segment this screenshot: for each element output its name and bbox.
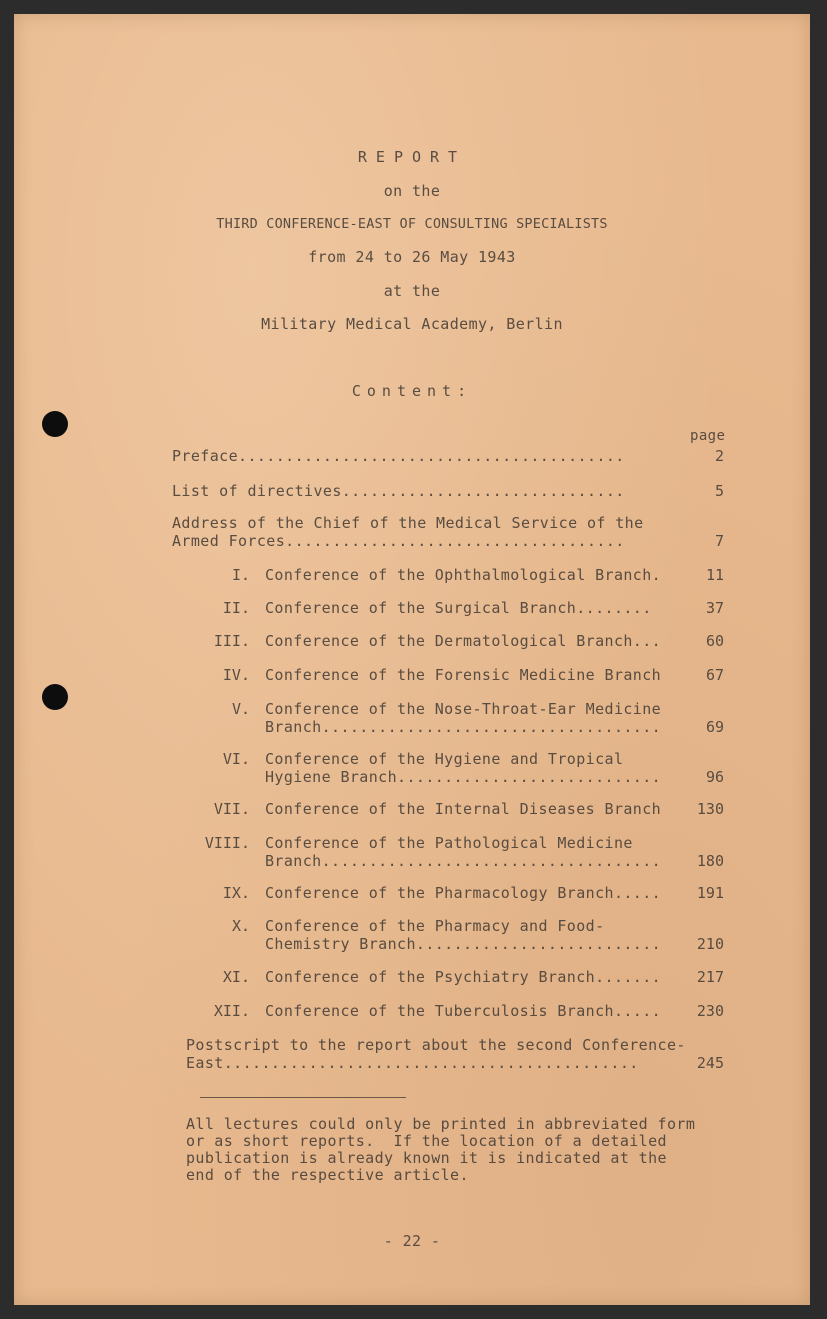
footnote-line: or as short reports. If the location of a detailed: [186, 1132, 667, 1150]
toc-entry-text-continued: Branch....................................: [265, 852, 662, 870]
punch-hole-top: [42, 411, 68, 437]
page-column-label: page: [690, 428, 726, 444]
toc-entry-text: Conference of the Forensic Medicine Branch: [265, 666, 662, 684]
toc-page-number: 230: [696, 1002, 724, 1020]
toc-entry-text: Conference of the Psychiatry Branch.......: [265, 968, 662, 986]
toc-entry-text: Conference of the Pharmacy and Food-: [265, 917, 605, 935]
toc-roman-numeral: XI.: [222, 968, 250, 986]
toc-page-number: 245: [696, 1054, 724, 1072]
toc-roman-numeral: X.: [231, 917, 250, 935]
toc-entry-text: Preface.........................................: [172, 447, 625, 465]
toc-entry-text-continued: Chemistry Branch..........................: [265, 935, 662, 953]
document-page: [14, 14, 810, 1305]
toc-page-number: 37: [705, 599, 724, 617]
toc-page-number: 11: [705, 566, 724, 584]
toc-roman-numeral: VIII.: [204, 834, 250, 852]
footnote-line: All lectures could only be printed in abbreviated form: [186, 1115, 696, 1133]
toc-page-number: 7: [714, 532, 724, 550]
toc-page-number: 217: [696, 968, 724, 986]
header-on-the: on the: [383, 182, 441, 200]
toc-entry-text: Conference of the Ophthalmological Branch.: [265, 566, 662, 584]
toc-page-number: 191: [696, 884, 724, 902]
toc-entry-text-continued: Branch....................................: [265, 718, 662, 736]
toc-roman-numeral: I.: [231, 566, 250, 584]
toc-page-number: 60: [705, 632, 724, 650]
toc-page-number: 2: [714, 447, 724, 465]
toc-entry-text: Conference of the Pathological Medicine: [265, 834, 633, 852]
toc-entry-text: List of directives..............................: [172, 482, 625, 500]
toc-entry-text: Postscript to the report about the second Conference-: [186, 1036, 686, 1054]
toc-page-number: 5: [714, 482, 724, 500]
academy-name: Military Medical Academy, Berlin: [261, 315, 563, 333]
toc-page-number: 180: [696, 852, 724, 870]
toc-page-number: 96: [705, 768, 724, 786]
toc-entry-text-continued: East............................................: [186, 1054, 639, 1072]
conference-title: THIRD CONFERENCE-EAST OF CONSULTING SPECIALISTS: [216, 216, 608, 232]
divider-rule: [200, 1097, 406, 1098]
toc-entry-text: Conference of the Tuberculosis Branch.....: [265, 1002, 662, 1020]
conference-dates: from 24 to 26 May 1943: [308, 248, 516, 266]
toc-entry-text: Address of the Chief of the Medical Service of the: [172, 514, 644, 532]
toc-roman-numeral: VII.: [213, 800, 250, 818]
page-number: - 22 -: [383, 1232, 441, 1250]
toc-entry-text: Conference of the Pharmacology Branch.....: [265, 884, 662, 902]
footnote-line: publication is already known it is indicated at the: [186, 1149, 667, 1167]
toc-roman-numeral: IX.: [222, 884, 250, 902]
toc-roman-numeral: II.: [222, 599, 250, 617]
toc-page-number: 69: [705, 718, 724, 736]
toc-entry-text-continued: Armed Forces....................................: [172, 532, 625, 550]
punch-hole-bottom: [42, 684, 68, 710]
contents-heading: Content:: [351, 382, 473, 400]
toc-page-number: 210: [696, 935, 724, 953]
toc-page-number: 130: [696, 800, 724, 818]
toc-entry-text-continued: Hygiene Branch............................: [265, 768, 662, 786]
toc-roman-numeral: XII.: [213, 1002, 250, 1020]
toc-roman-numeral: III.: [213, 632, 250, 650]
toc-entry-text: Conference of the Hygiene and Tropical: [265, 750, 624, 768]
toc-roman-numeral: VI.: [222, 750, 250, 768]
report-title: REPORT: [357, 148, 467, 166]
toc-entry-text: Conference of the Nose-Throat-Ear Medicine: [265, 700, 662, 718]
toc-roman-numeral: V.: [231, 700, 250, 718]
toc-entry-text: Conference of the Dermatological Branch...: [265, 632, 662, 650]
toc-entry-text: Conference of the Surgical Branch........: [265, 599, 652, 617]
toc-page-number: 67: [705, 666, 724, 684]
header-at-the: at the: [383, 282, 441, 300]
footnote-line: end of the respective article.: [186, 1166, 469, 1184]
toc-roman-numeral: IV.: [222, 666, 250, 684]
toc-entry-text: Conference of the Internal Diseases Branch: [265, 800, 662, 818]
